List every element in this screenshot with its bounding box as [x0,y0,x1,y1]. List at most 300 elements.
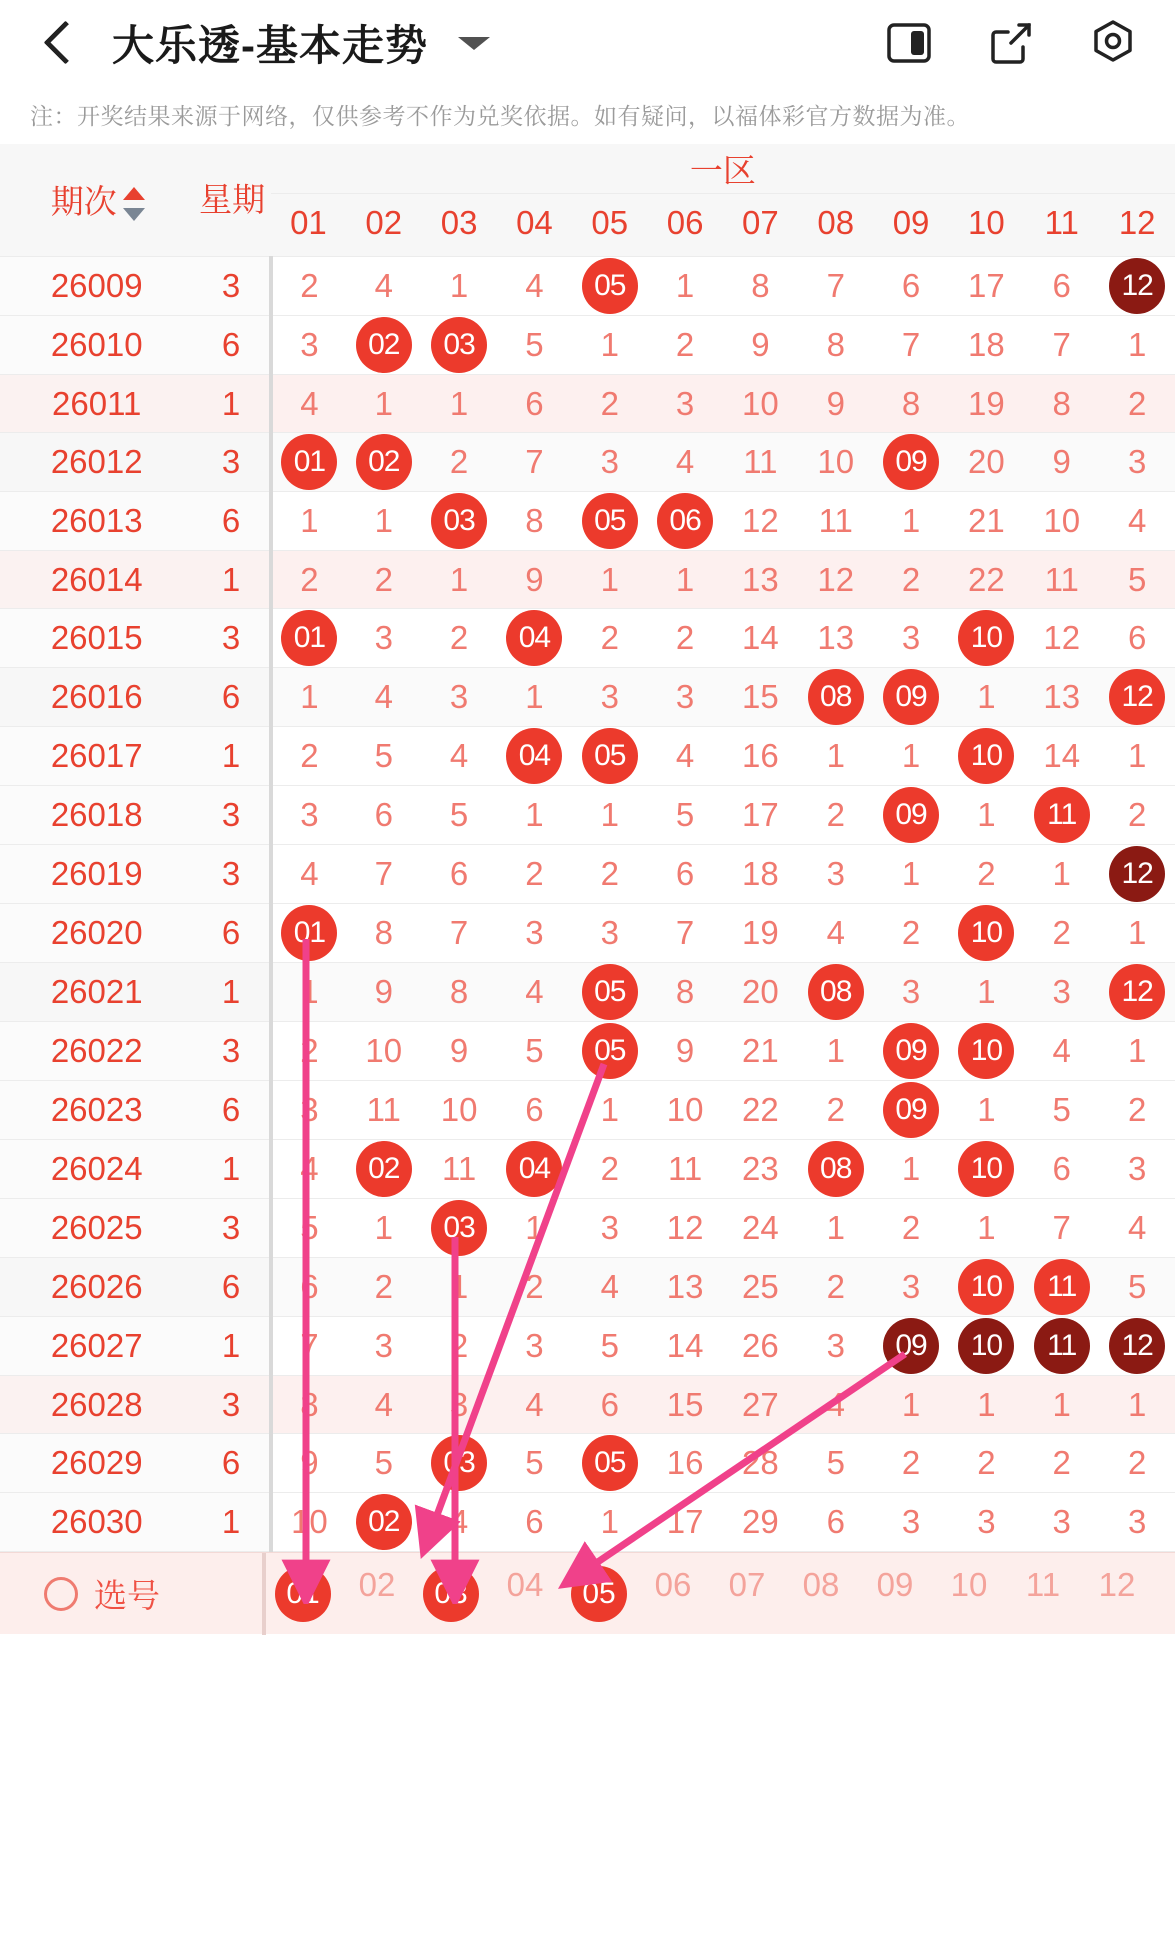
cell-number[interactable] [346,492,421,551]
cell-number[interactable] [949,786,1024,845]
cell-number[interactable] [1099,727,1175,786]
cell-number[interactable] [1024,257,1099,316]
cell-number[interactable] [421,433,496,492]
cell-number[interactable] [1099,963,1175,1022]
table-row[interactable] [0,1081,1175,1140]
cell-number[interactable] [497,1140,572,1199]
cell-number[interactable] [798,727,873,786]
cell-number[interactable] [647,963,722,1022]
cell-number[interactable] [346,1434,421,1493]
cell-number[interactable] [497,257,572,316]
cell-number[interactable] [873,1081,948,1140]
cell-number[interactable] [572,257,647,316]
cell-number[interactable] [572,375,647,433]
cell-number[interactable] [1024,551,1099,609]
cell-number[interactable] [421,904,496,963]
select-number-02[interactable]: 02 [358,1565,396,1603]
select-number-04[interactable]: 04 [506,1565,544,1603]
table-row[interactable] [0,727,1175,786]
cell-number[interactable] [798,1140,873,1199]
cell-number[interactable] [346,1258,421,1317]
cell-number[interactable] [572,433,647,492]
cell-number[interactable] [421,1199,496,1258]
cell-number[interactable] [1099,1434,1175,1493]
cell-number[interactable] [873,1434,948,1493]
cell-number[interactable] [949,316,1024,375]
cell-number[interactable] [647,668,722,727]
table-row[interactable] [0,375,1175,433]
cell-number[interactable] [798,1493,873,1552]
cell-number[interactable] [271,375,346,433]
cell-number[interactable] [421,786,496,845]
select-number-07[interactable]: 07 [728,1565,766,1603]
cell-number[interactable] [572,786,647,845]
cell-number[interactable] [1099,786,1175,845]
cell-number[interactable] [346,1317,421,1376]
cell-number[interactable] [1024,904,1099,963]
table-row[interactable] [0,433,1175,492]
cell-number[interactable] [421,1493,496,1552]
cell-number[interactable] [647,316,722,375]
cell-number[interactable] [723,1493,798,1552]
cell-number[interactable] [647,1493,722,1552]
cell-number[interactable] [723,1140,798,1199]
cell-number[interactable] [497,963,572,1022]
cell-number[interactable] [421,1258,496,1317]
cell-number[interactable] [873,1317,948,1376]
cell-number[interactable] [647,1140,722,1199]
cell-number[interactable] [421,1317,496,1376]
cell-number[interactable] [1099,316,1175,375]
cell-number[interactable] [723,492,798,551]
cell-number[interactable] [1099,1493,1175,1552]
cell-number[interactable] [1099,1140,1175,1199]
select-number-06[interactable]: 06 [654,1565,692,1603]
cell-number[interactable] [421,1140,496,1199]
cell-number[interactable] [421,609,496,668]
cell-number[interactable] [798,316,873,375]
cell-number[interactable] [1099,668,1175,727]
cell-number[interactable] [421,1376,496,1434]
cell-number[interactable] [949,1434,1024,1493]
cell-number[interactable] [723,963,798,1022]
cell-number[interactable] [346,1022,421,1081]
cell-number[interactable] [271,1376,346,1434]
cell-number[interactable] [346,316,421,375]
cell-number[interactable] [798,492,873,551]
cell-number[interactable] [798,1199,873,1258]
cell-number[interactable] [1099,904,1175,963]
table-row[interactable] [0,786,1175,845]
cell-number[interactable] [346,1140,421,1199]
split-view-icon[interactable] [881,15,937,71]
cell-number[interactable] [1099,609,1175,668]
cell-number[interactable] [346,375,421,433]
cell-number[interactable] [647,1081,722,1140]
cell-number[interactable] [873,1493,948,1552]
cell-number[interactable] [1024,1199,1099,1258]
cell-number[interactable] [572,609,647,668]
cell-number[interactable] [572,1317,647,1376]
cell-number[interactable] [723,257,798,316]
cell-number[interactable] [949,845,1024,904]
cell-number[interactable] [873,668,948,727]
cell-number[interactable] [572,1434,647,1493]
cell-number[interactable] [346,257,421,316]
table-row[interactable] [0,257,1175,316]
cell-number[interactable] [572,1081,647,1140]
cell-number[interactable] [798,1081,873,1140]
cell-number[interactable] [723,1376,798,1434]
cell-number[interactable] [723,1199,798,1258]
cell-number[interactable] [949,1199,1024,1258]
cell-number[interactable] [1099,1258,1175,1317]
cell-number[interactable] [647,786,722,845]
cell-number[interactable] [723,727,798,786]
cell-number[interactable] [873,845,948,904]
cell-number[interactable] [873,904,948,963]
cell-number[interactable] [723,786,798,845]
cell-number[interactable] [647,1199,722,1258]
cell-number[interactable] [271,1434,346,1493]
cell-number[interactable] [1024,1081,1099,1140]
cell-number[interactable] [723,1022,798,1081]
cell-number[interactable] [647,551,722,609]
cell-number[interactable] [1024,845,1099,904]
cell-number[interactable] [271,1493,346,1552]
cell-number[interactable] [271,904,346,963]
cell-number[interactable] [1024,1434,1099,1493]
cell-number[interactable] [271,845,346,904]
cell-number[interactable] [1024,1140,1099,1199]
cell-number[interactable] [723,845,798,904]
cell-number[interactable] [346,786,421,845]
cell-number[interactable] [1099,1199,1175,1258]
cell-number[interactable] [1024,1258,1099,1317]
cell-number[interactable] [421,668,496,727]
cell-number[interactable] [647,1434,722,1493]
cell-number[interactable] [798,1022,873,1081]
cell-number[interactable] [497,845,572,904]
cell-number[interactable] [647,375,722,433]
cell-number[interactable] [873,1376,948,1434]
cell-number[interactable] [497,1199,572,1258]
cell-number[interactable] [572,668,647,727]
table-row[interactable] [0,904,1175,963]
table-row[interactable] [0,1199,1175,1258]
cell-number[interactable] [421,845,496,904]
cell-number[interactable] [271,316,346,375]
select-number-10[interactable]: 10 [950,1565,988,1603]
cell-number[interactable] [572,316,647,375]
cell-number[interactable] [497,551,572,609]
table-row[interactable] [0,1376,1175,1434]
circle-outline-icon[interactable] [44,1577,78,1611]
cell-number[interactable] [572,1140,647,1199]
cell-number[interactable] [1024,1493,1099,1552]
cell-number[interactable] [647,1376,722,1434]
table-row[interactable] [0,845,1175,904]
share-icon[interactable] [983,15,1039,71]
cell-number[interactable] [346,609,421,668]
cell-number[interactable] [949,492,1024,551]
cell-number[interactable] [647,1022,722,1081]
cell-number[interactable] [723,1317,798,1376]
cell-number[interactable] [497,668,572,727]
cell-number[interactable] [271,257,346,316]
cell-number[interactable] [572,963,647,1022]
cell-number[interactable] [723,609,798,668]
cell-number[interactable] [949,609,1024,668]
cell-number[interactable] [798,257,873,316]
cell-number[interactable] [798,1258,873,1317]
cell-number[interactable] [572,492,647,551]
target-icon[interactable] [1085,15,1141,71]
cell-number[interactable] [271,727,346,786]
cell-number[interactable] [271,1199,346,1258]
cell-number[interactable] [572,1199,647,1258]
cell-number[interactable] [497,786,572,845]
cell-number[interactable] [873,433,948,492]
cell-number[interactable] [723,904,798,963]
table-row[interactable] [0,1022,1175,1081]
cell-number[interactable] [949,551,1024,609]
cell-number[interactable] [421,1434,496,1493]
cell-number[interactable] [346,668,421,727]
cell-number[interactable] [723,551,798,609]
cell-number[interactable] [723,668,798,727]
table-row[interactable] [0,668,1175,727]
cell-number[interactable] [798,1434,873,1493]
cell-number[interactable] [346,1376,421,1434]
cell-number[interactable] [497,727,572,786]
table-row[interactable] [0,1140,1175,1199]
cell-number[interactable] [723,433,798,492]
cell-number[interactable] [271,492,346,551]
cell-number[interactable] [497,433,572,492]
cell-number[interactable] [949,1140,1024,1199]
cell-number[interactable] [271,1317,346,1376]
table-row[interactable] [0,1434,1175,1493]
cell-number[interactable] [647,1317,722,1376]
cell-number[interactable] [949,963,1024,1022]
cell-number[interactable] [572,1022,647,1081]
cell-number[interactable] [798,845,873,904]
cell-number[interactable] [271,609,346,668]
cell-number[interactable] [873,609,948,668]
cell-number[interactable] [1024,786,1099,845]
cell-number[interactable] [723,1258,798,1317]
cell-number[interactable] [346,1493,421,1552]
cell-number[interactable] [949,1022,1024,1081]
cell-number[interactable] [873,1140,948,1199]
table-row[interactable] [0,1258,1175,1317]
cell-number[interactable] [949,1376,1024,1434]
cell-number[interactable] [271,433,346,492]
cell-number[interactable] [497,1317,572,1376]
cell-number[interactable] [421,257,496,316]
cell-number[interactable] [723,316,798,375]
table-row[interactable] [0,1493,1175,1552]
cell-number[interactable] [421,1081,496,1140]
cell-number[interactable] [949,433,1024,492]
cell-number[interactable] [798,609,873,668]
cell-number[interactable] [949,668,1024,727]
cell-number[interactable] [647,609,722,668]
cell-number[interactable] [873,257,948,316]
cell-number[interactable] [1024,1022,1099,1081]
cell-number[interactable] [647,433,722,492]
cell-number[interactable] [1024,316,1099,375]
select-number-08[interactable]: 08 [802,1565,840,1603]
cell-number[interactable] [1099,1376,1175,1434]
cell-number[interactable] [346,1081,421,1140]
select-number-12[interactable]: 12 [1098,1565,1136,1603]
cell-number[interactable] [1099,1022,1175,1081]
cell-number[interactable] [497,1376,572,1434]
cell-number[interactable] [271,786,346,845]
cell-number[interactable] [798,963,873,1022]
cell-number[interactable] [647,845,722,904]
cell-number[interactable] [647,1258,722,1317]
cell-number[interactable] [1099,375,1175,433]
cell-number[interactable] [873,492,948,551]
table-row[interactable] [0,551,1175,609]
cell-number[interactable] [497,1258,572,1317]
cell-number[interactable] [949,1081,1024,1140]
cell-number[interactable] [723,1081,798,1140]
cell-number[interactable] [1099,492,1175,551]
trend-table-wrap[interactable] [0,144,1175,1552]
cell-number[interactable] [1024,1376,1099,1434]
cell-number[interactable] [1024,963,1099,1022]
cell-number[interactable] [723,375,798,433]
chevron-left-icon[interactable] [40,19,80,67]
cell-number[interactable] [421,551,496,609]
select-label[interactable] [0,1553,266,1635]
cell-number[interactable] [497,1493,572,1552]
cell-number[interactable] [271,1081,346,1140]
cell-number[interactable] [346,727,421,786]
cell-number[interactable] [271,1022,346,1081]
cell-number[interactable] [1099,1081,1175,1140]
cell-number[interactable] [497,375,572,433]
table-row[interactable] [0,609,1175,668]
cell-number[interactable] [798,904,873,963]
table-row[interactable] [0,492,1175,551]
cell-number[interactable] [949,375,1024,433]
cell-number[interactable] [271,963,346,1022]
cell-number[interactable] [271,668,346,727]
cell-number[interactable] [572,727,647,786]
cell-number[interactable] [723,1434,798,1493]
cell-number[interactable] [271,1140,346,1199]
cell-number[interactable] [798,668,873,727]
cell-number[interactable] [798,375,873,433]
cell-number[interactable] [873,1022,948,1081]
cell-number[interactable] [572,1258,647,1317]
cell-number[interactable] [647,904,722,963]
cell-number[interactable] [647,492,722,551]
cell-number[interactable] [421,375,496,433]
cell-number[interactable] [949,727,1024,786]
sort-arrows-icon[interactable] [123,183,143,225]
cell-number[interactable] [949,257,1024,316]
select-number-03[interactable] [414,1566,488,1622]
cell-number[interactable] [421,1022,496,1081]
cell-number[interactable] [1099,257,1175,316]
cell-number[interactable] [1099,1317,1175,1376]
cell-number[interactable] [346,904,421,963]
cell-number[interactable] [346,845,421,904]
cell-number[interactable] [1024,375,1099,433]
cell-number[interactable] [873,786,948,845]
cell-number[interactable] [497,609,572,668]
cell-number[interactable] [271,551,346,609]
cell-number[interactable] [647,257,722,316]
table-row[interactable] [0,963,1175,1022]
select-number-11[interactable]: 11 [1025,1565,1061,1603]
cell-number[interactable] [421,492,496,551]
cell-number[interactable] [798,1317,873,1376]
cell-number[interactable] [1099,433,1175,492]
select-number-01[interactable] [266,1566,340,1622]
cell-number[interactable] [873,963,948,1022]
cell-number[interactable] [346,433,421,492]
chevron-down-icon[interactable] [458,37,490,50]
cell-number[interactable] [497,904,572,963]
cell-number[interactable] [949,1493,1024,1552]
cell-number[interactable] [873,375,948,433]
cell-number[interactable] [949,904,1024,963]
table-row[interactable] [0,1317,1175,1376]
cell-number[interactable] [1024,433,1099,492]
cell-number[interactable] [572,1376,647,1434]
cell-number[interactable] [1024,492,1099,551]
cell-number[interactable] [572,551,647,609]
cell-number[interactable] [497,492,572,551]
cell-number[interactable] [421,963,496,1022]
cell-number[interactable] [572,1493,647,1552]
cell-number[interactable] [497,316,572,375]
cell-number[interactable] [346,963,421,1022]
cell-number[interactable] [873,316,948,375]
cell-number[interactable] [949,1317,1024,1376]
cell-number[interactable] [572,904,647,963]
header-issue[interactable]: 期次 [0,144,193,257]
cell-number[interactable] [346,551,421,609]
cell-number[interactable] [873,1258,948,1317]
cell-number[interactable] [497,1022,572,1081]
number-select-row[interactable] [0,1552,1175,1634]
cell-number[interactable] [497,1081,572,1140]
cell-number[interactable] [798,1376,873,1434]
table-row[interactable] [0,316,1175,375]
cell-number[interactable] [497,1434,572,1493]
cell-number[interactable] [873,1199,948,1258]
cell-number[interactable] [346,1199,421,1258]
cell-number[interactable] [798,433,873,492]
cell-number[interactable] [1024,727,1099,786]
cell-number[interactable] [572,845,647,904]
cell-number[interactable] [1024,609,1099,668]
cell-number[interactable] [873,551,948,609]
cell-number[interactable] [1024,1317,1099,1376]
cell-number[interactable] [798,786,873,845]
cell-number[interactable] [1099,551,1175,609]
cell-number[interactable] [647,727,722,786]
cell-number[interactable] [949,1258,1024,1317]
